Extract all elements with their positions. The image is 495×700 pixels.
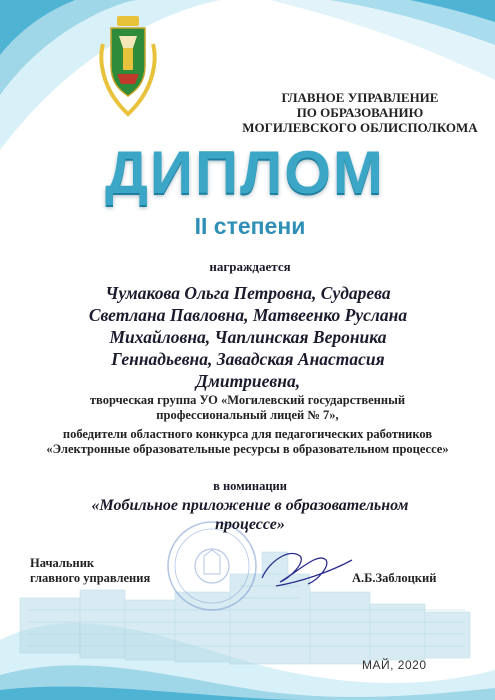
creative-group xyxy=(30,393,465,423)
nomination-label: в номинации xyxy=(213,479,287,493)
signatory-name: А.Б.Заблоцкий xyxy=(352,571,437,585)
recipient-names-line: Михайловна, Чаплинская Вероника xyxy=(109,327,387,347)
diploma-degree: II степени xyxy=(194,213,306,239)
recipient-names xyxy=(48,282,448,392)
winners-line: победители областного конкурса для педагогических работников xyxy=(62,427,433,441)
issuing-organization xyxy=(235,90,485,135)
recipient-names-line: Геннадьевна, Завадская Анастасия xyxy=(111,349,385,369)
winners-line: «Электронные образовательные ресурсы в образовательном процессе» xyxy=(46,442,449,456)
signatory-title-line: Начальник xyxy=(30,556,95,570)
recipient-names-line: Светлана Павловна, Матвеенко Руслана xyxy=(88,305,408,325)
recipient-names-line: Дмитриевна, xyxy=(195,371,301,391)
coat-of-arms-emblem xyxy=(97,14,159,118)
signatory-title-line: главного управления xyxy=(30,571,151,585)
nomination-value xyxy=(60,496,440,534)
issue-date: МАЙ, 2020 xyxy=(362,658,427,672)
nomination-line: «Мобильное приложение в образовательном xyxy=(91,497,409,514)
nomination-line: процессе» xyxy=(215,516,285,533)
group-line: творческая группа УО «Могилевский государственный xyxy=(89,393,406,407)
recipient-names-line: Чумакова Ольга Петровна, Сударева xyxy=(105,283,391,303)
signatory-title xyxy=(30,556,150,586)
organization-line: ГЛАВНОЕ УПРАВЛЕНИЕ xyxy=(281,90,439,105)
contest-winners xyxy=(20,427,475,457)
diploma-title: ДИПЛОМ xyxy=(105,139,385,206)
group-line: профессиональный лицей № 7», xyxy=(156,408,339,422)
organization-line: ПО ОБРАЗОВАНИЮ xyxy=(296,105,424,120)
awarded-label: награждается xyxy=(209,259,291,274)
organization-line: МОГИЛЕВСКОГО ОБЛИСПОЛКОМА xyxy=(242,120,478,135)
